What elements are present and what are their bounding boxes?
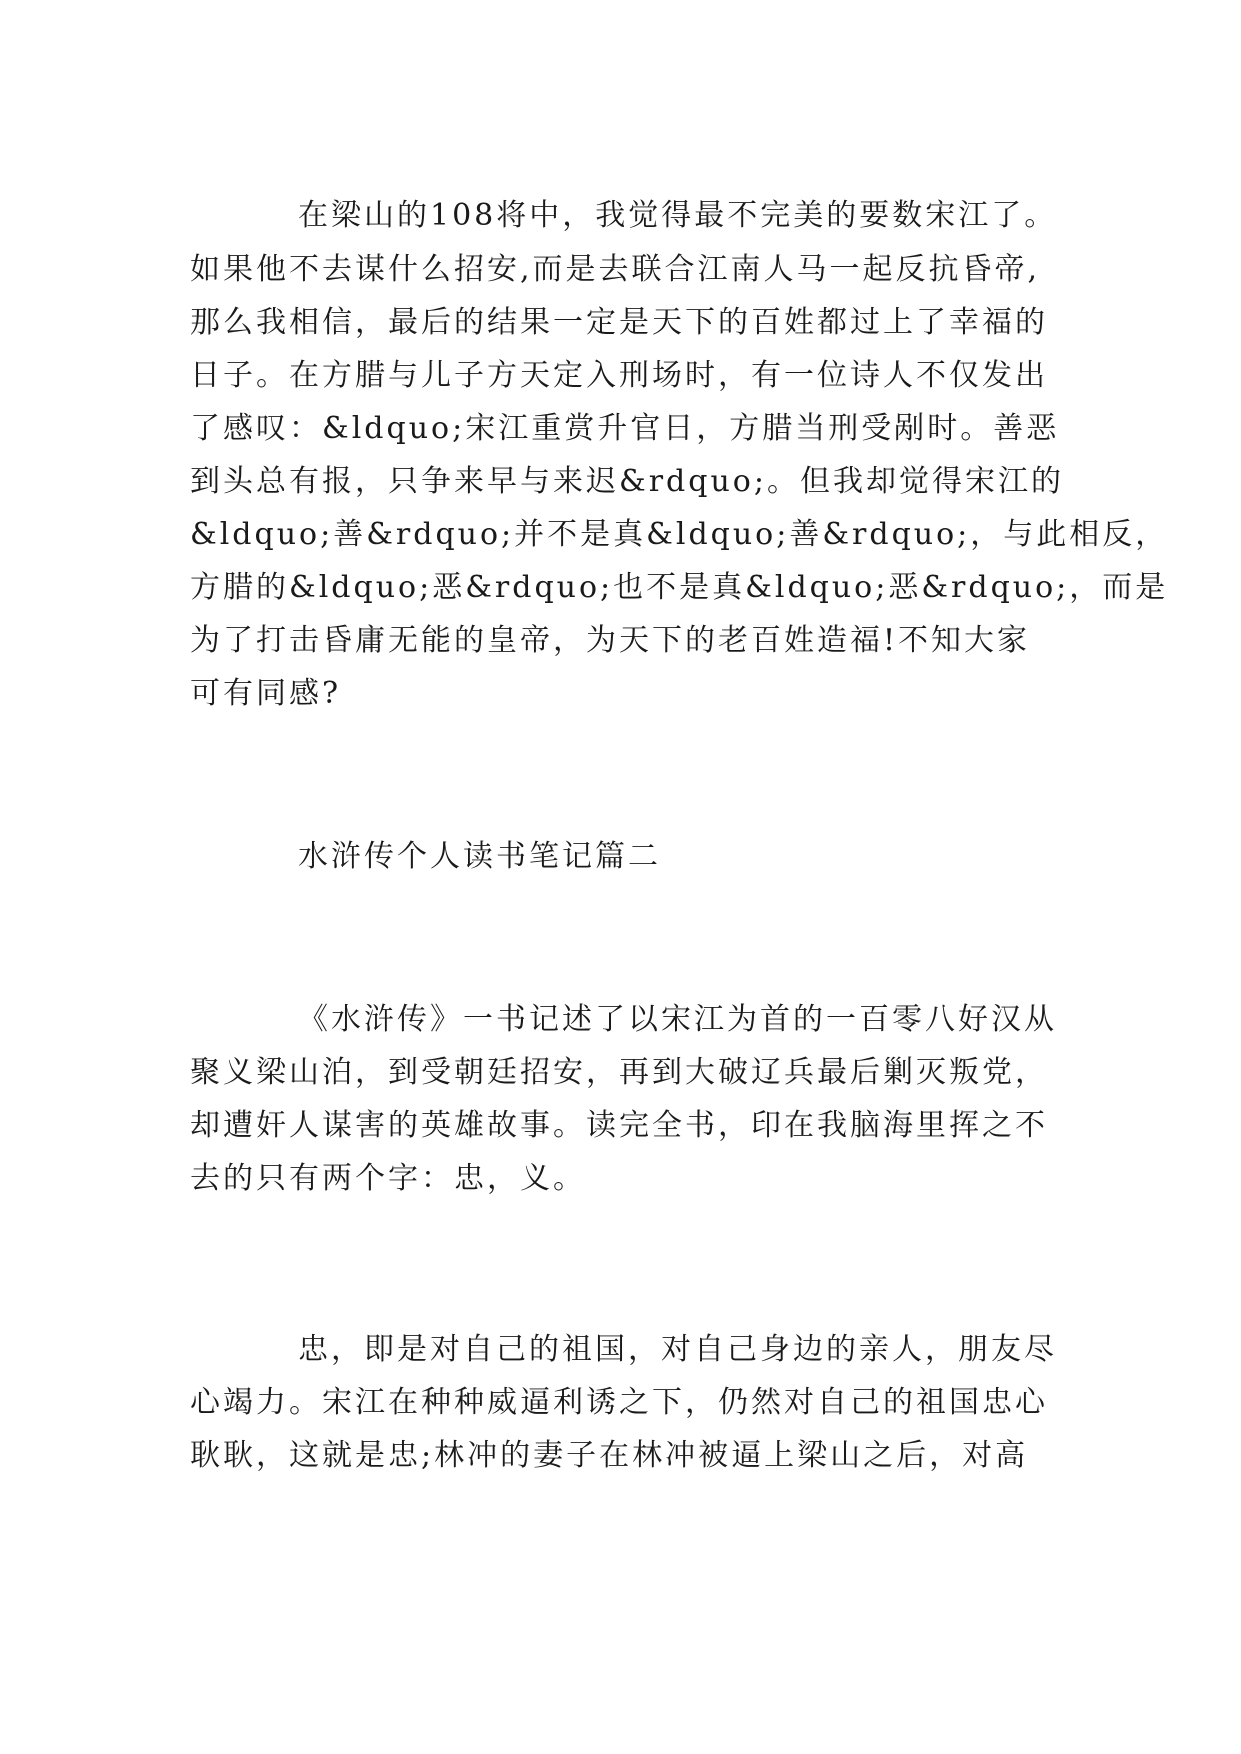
paragraph-1-line-2: 如果他不去谋什么招安,而是去联合江南人马一起反抗昏帝,	[190, 252, 1041, 287]
paragraph-2-line-3: 却遭奸人谋害的英雄故事。读完全书，印在我脑海里挥之不	[190, 1108, 1048, 1143]
paragraph-2-line-2: 聚义梁山泊，到受朝廷招安，再到大破辽兵最后剿灭叛党，	[190, 1055, 1048, 1090]
paragraph-1-line-8: 方腊的&ldquo;恶&rdquo;也不是真&ldquo;恶&rdquo;，而是	[190, 570, 1169, 605]
paragraph-3-line-3: 耿耿，这就是忠;林冲的妻子在林冲被逼上梁山之后，对高	[190, 1438, 1029, 1473]
paragraph-1-line-10: 可有同感?	[190, 676, 342, 711]
paragraph-1-line-7: &ldquo;善&rdquo;并不是真&ldquo;善&rdquo;，与此相反，	[190, 517, 1169, 552]
paragraph-1-line-9: 为了打击昏庸无能的皇帝，为天下的老百姓造福!不知大家	[190, 623, 1031, 658]
paragraph-2-line-4: 去的只有两个字：忠，义。	[190, 1161, 586, 1196]
section-heading: 水浒传个人读书笔记篇二	[298, 839, 661, 874]
paragraph-1-line-1: 在梁山的108将中，我觉得最不完美的要数宋江了。	[298, 198, 1058, 233]
paragraph-2-line-1: 《水浒传》一书记述了以宋江为首的一百零八好汉从	[298, 1002, 1057, 1037]
paragraph-1-line-6: 到头总有报，只争来早与来迟&rdquo;。但我却觉得宋江的	[190, 464, 1064, 499]
paragraph-1-line-5: 了感叹：&ldquo;宋江重赏升官日，方腊当刑受剐时。善恶	[190, 411, 1060, 446]
paragraph-1-line-3: 那么我相信，最后的结果一定是天下的百姓都过上了幸福的	[190, 305, 1048, 340]
paragraph-1-line-4: 日子。在方腊与儿子方天定入刑场时，有一位诗人不仅发出	[190, 358, 1048, 393]
paragraph-3-line-1: 忠，即是对自己的祖国，对自己身边的亲人，朋友尽	[298, 1332, 1057, 1367]
paragraph-3-line-2: 心竭力。宋江在种种威逼利诱之下，仍然对自己的祖国忠心	[190, 1385, 1048, 1420]
